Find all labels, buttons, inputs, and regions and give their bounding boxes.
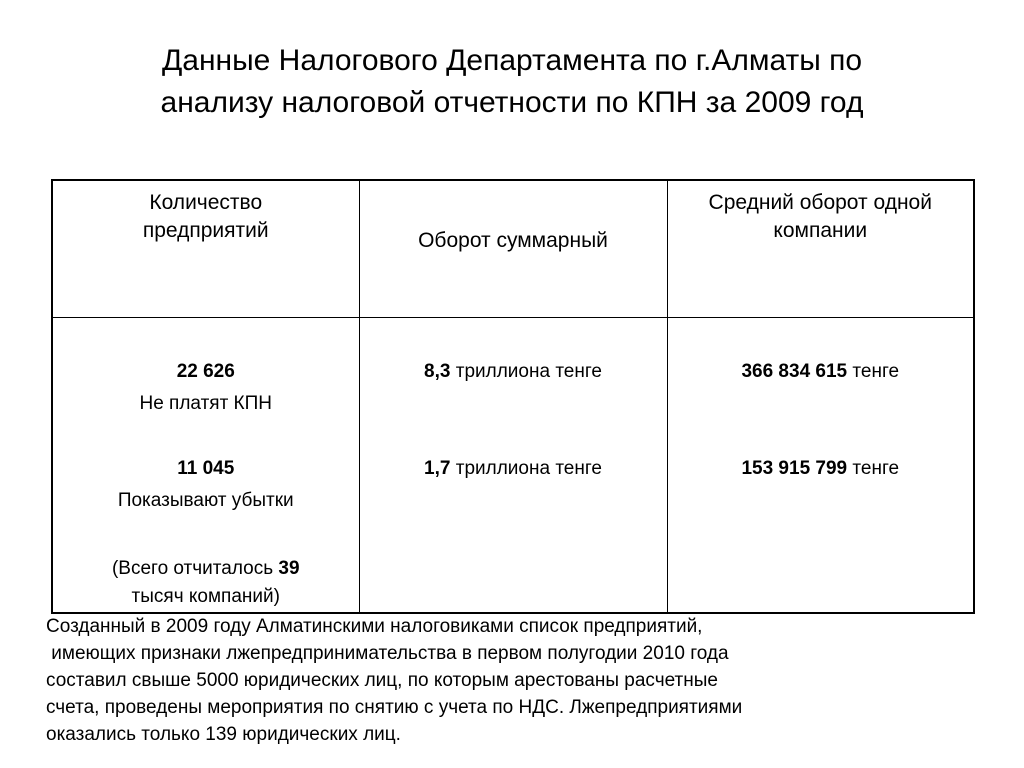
average-not-paying (668, 358, 974, 386)
count-not-paying: 22 626 (176, 361, 235, 382)
average-showing-losses (668, 455, 974, 483)
table-row (52, 318, 974, 614)
header-average-turnover (667, 180, 974, 318)
cell-average-turnover (667, 318, 974, 614)
average-not-paying-value: 366 834 615 (741, 361, 848, 382)
count-showing-losses: 11 045 (177, 458, 235, 479)
average-not-paying-unit: тенге (847, 361, 900, 382)
cell-company-count (52, 318, 359, 614)
footnote-line-2: имеющих признаки лжепредпринимательства в первом полугодии 2010 года (46, 643, 729, 664)
header-company-count-line-2: предприятий (142, 219, 269, 242)
total-reported-prefix: (Всего отчиталось (111, 558, 279, 579)
footnote-line-4: счета, проведены мероприятия по снятию с учета по НДС. Лжепредприятиями (46, 697, 743, 718)
turnover-not-paying-value: 8,3 (424, 361, 451, 382)
slide-title-line-1: Данные Налогового Департамента по г.Алматы по (161, 44, 863, 77)
turnover-showing-losses-value: 1,7 (424, 458, 451, 479)
turnover-not-paying (360, 358, 667, 386)
header-total-turnover (359, 180, 667, 318)
footnote-line-1: Созданный в 2009 году Алматинскими налоговиками список предприятий, (46, 616, 703, 637)
total-reported-suffix: тысяч компаний) (131, 586, 280, 607)
turnover-showing-losses (360, 455, 667, 483)
turnover-showing-losses-unit: триллиона тенге (450, 458, 602, 479)
slide-title (0, 40, 1024, 124)
slide-title-line-2: анализу налоговой отчетности по КПН за 2009 год (160, 86, 864, 119)
footnote-line-5: оказались только 139 юридических лиц. (46, 724, 401, 745)
header-average-turnover-line-1: Средний оборот одной (708, 191, 932, 214)
label-showing-losses: Показывают убытки (117, 490, 294, 511)
average-showing-losses-value: 153 915 799 (741, 458, 848, 479)
label-not-paying: Не платят КПН (139, 393, 272, 414)
tax-report-table (51, 179, 975, 614)
cell-total-turnover (359, 318, 667, 614)
average-showing-losses-unit: тенге (847, 458, 900, 479)
header-average-turnover-line-2: компании (773, 219, 868, 242)
footnote-paragraph (46, 613, 946, 748)
turnover-not-paying-unit: триллиона тенге (450, 361, 602, 382)
total-reported-line-1 (53, 555, 359, 583)
footnote-line-3: составил свыше 5000 юридических лиц, по которым арестованы расчетные (46, 670, 718, 691)
header-company-count-line-1: Количество (149, 191, 263, 214)
header-total-turnover-line-1: Оборот суммарный (418, 229, 608, 252)
table-header-row (52, 180, 974, 318)
header-company-count (52, 180, 359, 318)
total-reported-value: 39 (278, 558, 300, 579)
